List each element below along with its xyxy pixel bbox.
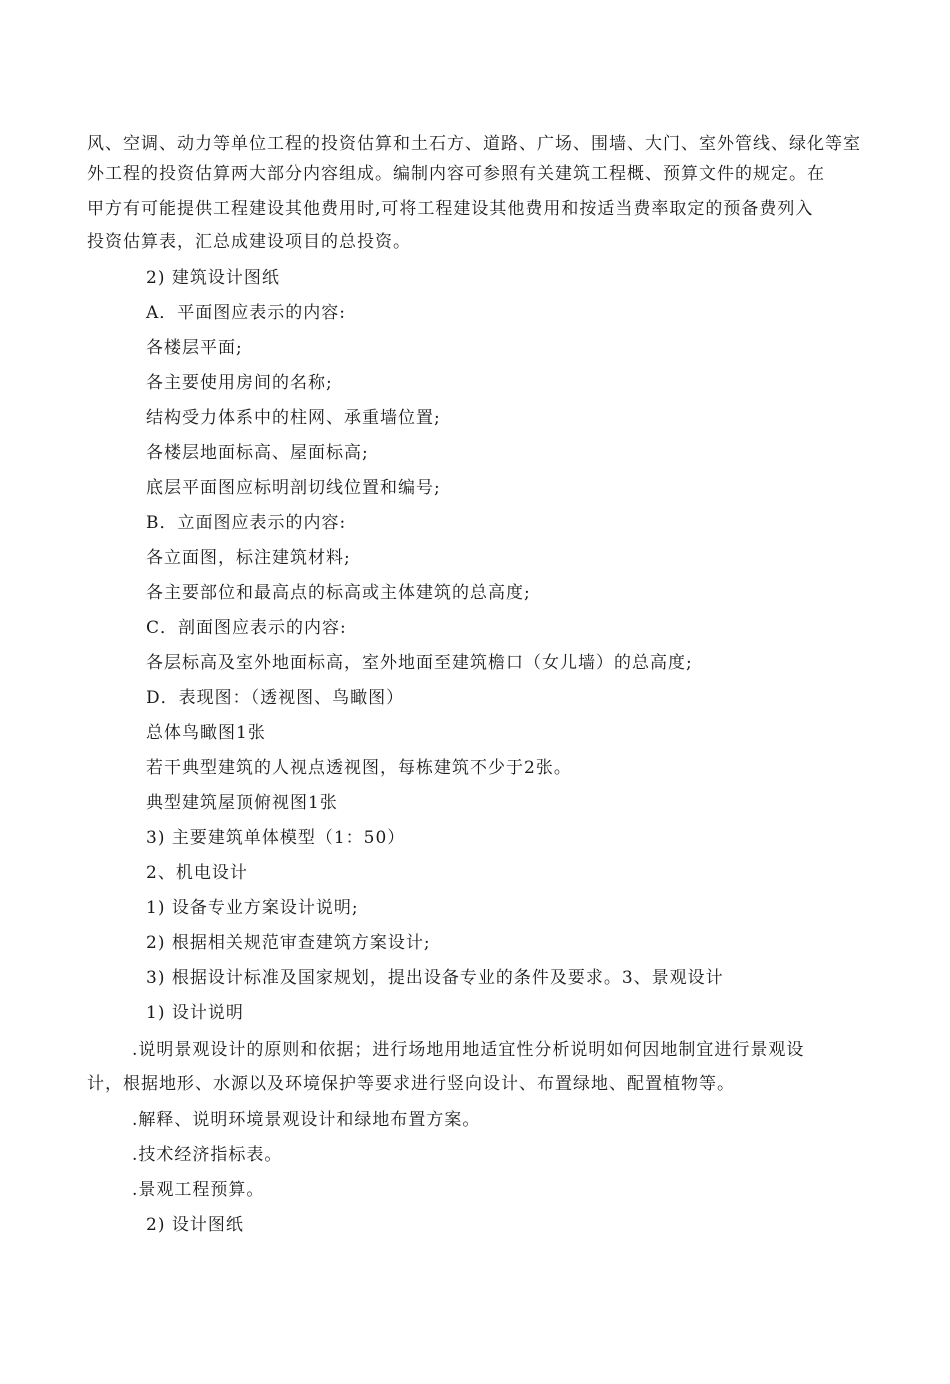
line-5: 结构受力体系中的柱网、承重墙位置; (146, 408, 441, 428)
intro-line-1: 风、空调、动力等单位工程的投资估算和土石方、道路、广场、围墙、大门、室外管线、绿化等室 (87, 134, 861, 154)
line-19: 1) 设备专业方案设计说明; (146, 898, 359, 918)
line-12: 各层标高及室外地面标高，室外地面至建筑檐口（女儿墙）的总高度; (146, 653, 693, 673)
line-20: 2) 根据相关规范审查建筑方案设计; (146, 933, 431, 953)
line-18: 2、机电设计 (146, 863, 248, 883)
intro-line-3: 甲方有可能提供工程建设其他费用时,可将工程建设其他费用和按适当费率取定的预备费列入 (87, 199, 814, 219)
line-14: 总体鸟瞰图1张 (146, 723, 266, 743)
line-1: 2) 建筑设计图纸 (146, 268, 280, 288)
bullet-1: .说明景观设计的原则和依据；进行场地用地适宜性分析说明如何因地制宜进行景观设 (132, 1040, 805, 1060)
line-13: D．表现图：（透视图、鸟瞰图） (146, 688, 405, 708)
final-line: 2) 设计图纸 (146, 1215, 244, 1235)
bullet-3: .技术经济指标表。 (132, 1145, 283, 1165)
line-21: 3) 根据设计标准及国家规划，提出设备专业的条件及要求。3、景观设计 (146, 968, 724, 988)
line-9: 各立面图，标注建筑材料; (146, 548, 351, 568)
line-11: C．剖面图应表示的内容: (146, 618, 347, 638)
line-7: 底层平面图应标明剖切线位置和编号; (146, 478, 441, 498)
intro-line-4: 投资估算表，汇总成建设项目的总投资。 (87, 232, 411, 252)
bullet-4: .景观工程预算。 (132, 1180, 265, 1200)
line-6: 各楼层地面标高、屋面标高; (146, 443, 369, 463)
intro-line-2: 外工程的投资估算两大部分内容组成。编制内容可参照有关建筑工程概、预算文件的规定。在 (87, 164, 825, 184)
bullet-1-continued: 计，根据地形、水源以及环境保护等要求进行竖向设计、布置绿地、配置植物等。 (87, 1074, 735, 1094)
line-17: 3) 主要建筑单体模型（1：50） (146, 828, 406, 848)
line-4: 各主要使用房间的名称; (146, 373, 333, 393)
line-16: 典型建筑屋顶俯视图1张 (146, 793, 338, 813)
line-3: 各楼层平面; (146, 338, 243, 358)
line-2: A．平面图应表示的内容: (146, 303, 347, 323)
bullet-2: .解释、说明环境景观设计和绿地布置方案。 (132, 1110, 481, 1130)
line-15: 若干典型建筑的人视点透视图，每栋建筑不少于2张。 (146, 758, 572, 778)
line-8: B．立面图应表示的内容: (146, 513, 347, 533)
line-22: 1) 设计说明 (146, 1003, 244, 1023)
line-10: 各主要部位和最高点的标高或主体建筑的总高度; (146, 583, 531, 603)
